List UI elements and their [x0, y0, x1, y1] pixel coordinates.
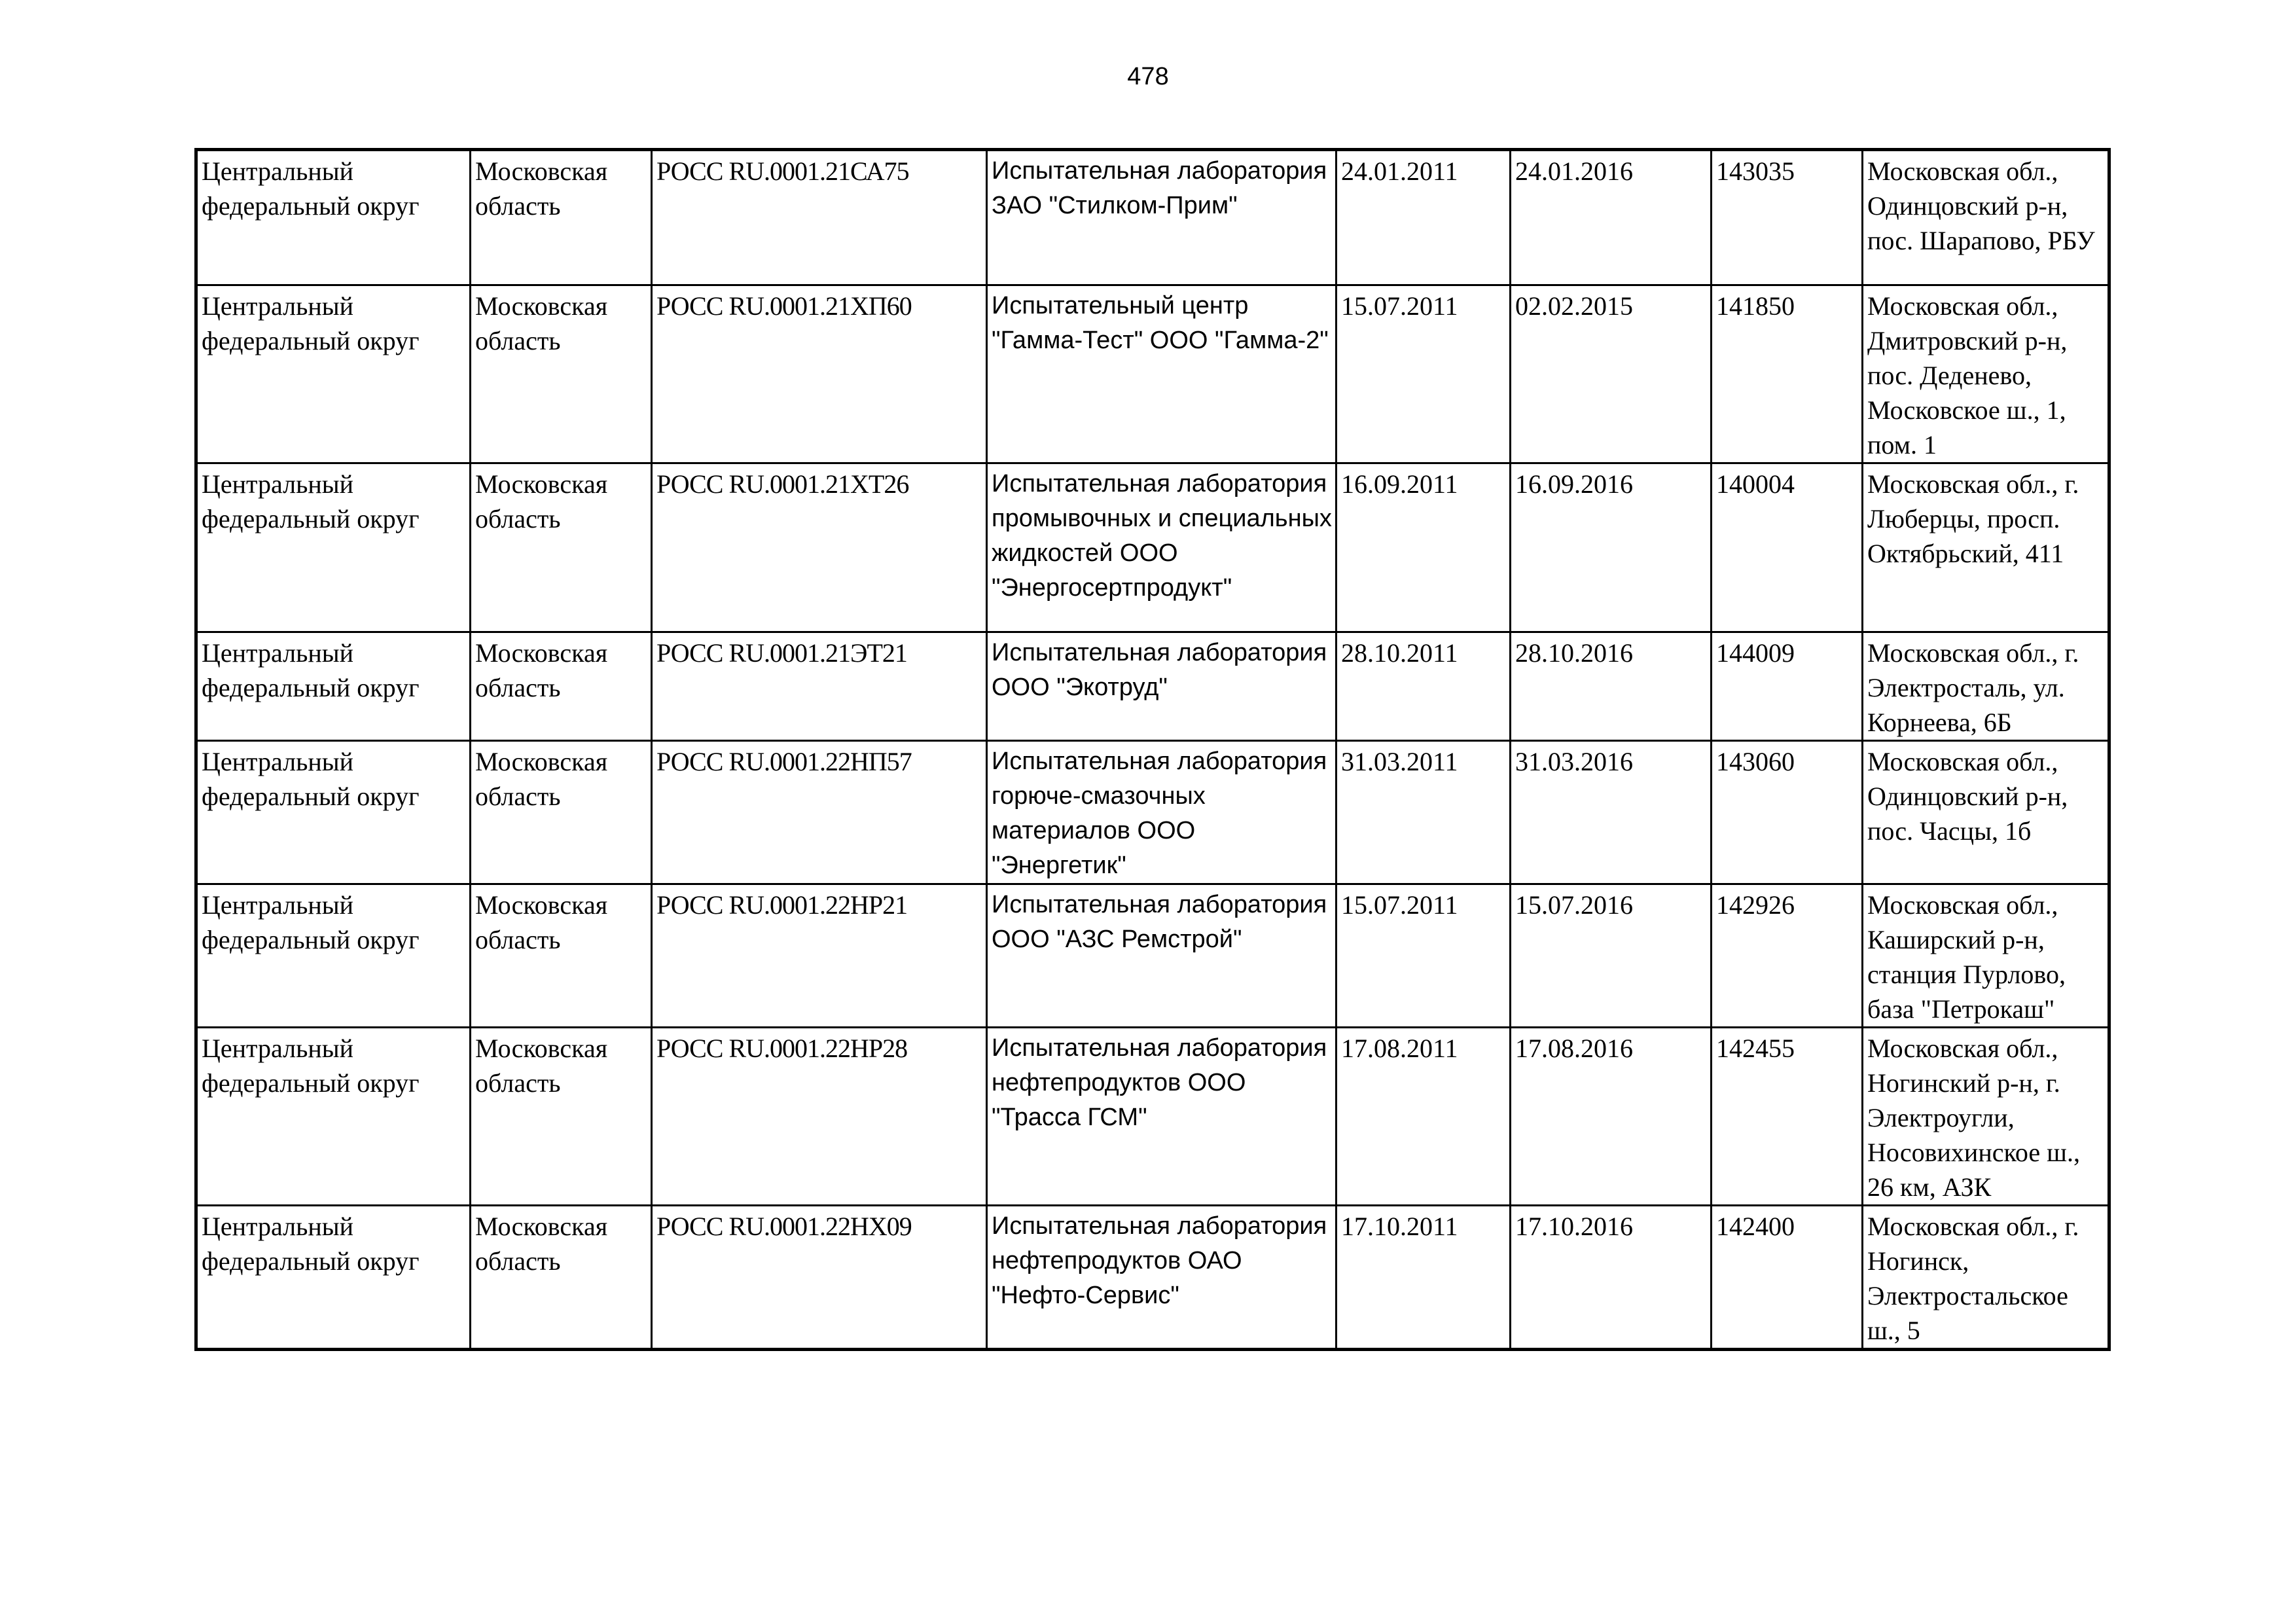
- postcode-cell: 142400: [1712, 1206, 1863, 1350]
- date-to-cell: 31.03.2016: [1511, 741, 1712, 884]
- date-to-cell: 28.10.2016: [1511, 632, 1712, 741]
- lab-name-cell: Испытательная лаборатория нефтепродуктов ОАО "Нефто-Сервис": [987, 1206, 1336, 1350]
- date-from-cell: 17.08.2011: [1336, 1028, 1511, 1206]
- region-cell: Московская область: [471, 1206, 652, 1350]
- district-cell: Центральный федеральный округ: [196, 884, 471, 1028]
- date-from-cell: 24.01.2011: [1336, 150, 1511, 285]
- table-row: [196, 884, 2109, 1028]
- table-row: [196, 632, 2109, 741]
- address-cell: Московская обл., Дмитровский р-н, пос. Деденево, Московское ш., 1, пом. 1: [1863, 285, 2109, 463]
- date-to-cell: 17.08.2016: [1511, 1028, 1712, 1206]
- district-cell: Центральный федеральный округ: [196, 741, 471, 884]
- date-to-cell: 16.09.2016: [1511, 463, 1712, 632]
- table-row: [196, 150, 2109, 285]
- lab-name-cell: Испытательная лаборатория нефтепродуктов ООО "Трасса ГСМ": [987, 1028, 1336, 1206]
- lab-name-cell: Испытательная лаборатория ООО "АЗС Ремстрой": [987, 884, 1336, 1028]
- region-cell: Московская область: [471, 1028, 652, 1206]
- district-cell: Центральный федеральный округ: [196, 150, 471, 285]
- cert-number-cell: РОСС RU.0001.22НП57: [652, 741, 987, 884]
- district-cell: Центральный федеральный округ: [196, 1206, 471, 1350]
- table-row: [196, 741, 2109, 884]
- table-row: [196, 285, 2109, 463]
- cert-number-cell: РОСС RU.0001.21ХП60: [652, 285, 987, 463]
- postcode-cell: 143060: [1712, 741, 1863, 884]
- date-to-cell: 02.02.2015: [1511, 285, 1712, 463]
- district-cell: Центральный федеральный округ: [196, 463, 471, 632]
- address-cell: Московская обл., Одинцовский р-н, пос. Часцы, 1б: [1863, 741, 2109, 884]
- date-from-cell: 16.09.2011: [1336, 463, 1511, 632]
- lab-name-cell: Испытательная лаборатория горюче-смазочных материалов ООО "Энергетик": [987, 741, 1336, 884]
- cert-number-cell: РОСС RU.0001.22НХ09: [652, 1206, 987, 1350]
- postcode-cell: 142455: [1712, 1028, 1863, 1206]
- table-row: [196, 1206, 2109, 1350]
- date-from-cell: 31.03.2011: [1336, 741, 1511, 884]
- date-to-cell: 24.01.2016: [1511, 150, 1712, 285]
- registry-body: [196, 150, 2109, 1350]
- postcode-cell: 142926: [1712, 884, 1863, 1028]
- region-cell: Московская область: [471, 632, 652, 741]
- cert-number-cell: РОСС RU.0001.22НР28: [652, 1028, 987, 1206]
- postcode-cell: 140004: [1712, 463, 1863, 632]
- address-cell: Московская обл., г. Ногинск, Электростальское ш., 5: [1863, 1206, 2109, 1350]
- cert-number-cell: РОСС RU.0001.21СА75: [652, 150, 987, 285]
- date-from-cell: 15.07.2011: [1336, 285, 1511, 463]
- lab-name-cell: Испытательная лаборатория ООО "Экотруд": [987, 632, 1336, 741]
- district-cell: Центральный федеральный округ: [196, 285, 471, 463]
- date-from-cell: 15.07.2011: [1336, 884, 1511, 1028]
- cert-number-cell: РОСС RU.0001.21ХТ26: [652, 463, 987, 632]
- date-to-cell: 17.10.2016: [1511, 1206, 1712, 1350]
- address-cell: Московская обл., Каширский р-н, станция Пурлово, база "Петрокаш": [1863, 884, 2109, 1028]
- cert-number-cell: РОСС RU.0001.21ЭТ21: [652, 632, 987, 741]
- date-from-cell: 28.10.2011: [1336, 632, 1511, 741]
- region-cell: Московская область: [471, 150, 652, 285]
- lab-name-cell: Испытательный центр "Гамма-Тест" ООО "Гамма-2": [987, 285, 1336, 463]
- postcode-cell: 141850: [1712, 285, 1863, 463]
- address-cell: Московская обл., Ногинский р-н, г. Электроугли, Носовихинское ш., 26 км, АЗК: [1863, 1028, 2109, 1206]
- table-row: [196, 463, 2109, 632]
- region-cell: Московская область: [471, 884, 652, 1028]
- date-to-cell: 15.07.2016: [1511, 884, 1712, 1028]
- district-cell: Центральный федеральный округ: [196, 1028, 471, 1206]
- region-cell: Московская область: [471, 285, 652, 463]
- region-cell: Московская область: [471, 463, 652, 632]
- address-cell: Московская обл., Одинцовский р-н, пос. Шарапово, РБУ: [1863, 150, 2109, 285]
- postcode-cell: 143035: [1712, 150, 1863, 285]
- region-cell: Московская область: [471, 741, 652, 884]
- postcode-cell: 144009: [1712, 632, 1863, 741]
- address-cell: Московская обл., г. Электросталь, ул. Корнеева, 6Б: [1863, 632, 2109, 741]
- page-number: 478: [1127, 63, 1169, 90]
- cert-number-cell: РОСС RU.0001.22НР21: [652, 884, 987, 1028]
- laboratory-registry-table: [194, 148, 2111, 1351]
- address-cell: Московская обл., г. Люберцы, просп. Октябрьский, 411: [1863, 463, 2109, 632]
- district-cell: Центральный федеральный округ: [196, 632, 471, 741]
- date-from-cell: 17.10.2011: [1336, 1206, 1511, 1350]
- table-row: [196, 1028, 2109, 1206]
- lab-name-cell: Испытательная лаборатория промывочных и специальных жидкостей ООО "Энергосертпродукт": [987, 463, 1336, 632]
- lab-name-cell: Испытательная лаборатория ЗАО "Стилком-Прим": [987, 150, 1336, 285]
